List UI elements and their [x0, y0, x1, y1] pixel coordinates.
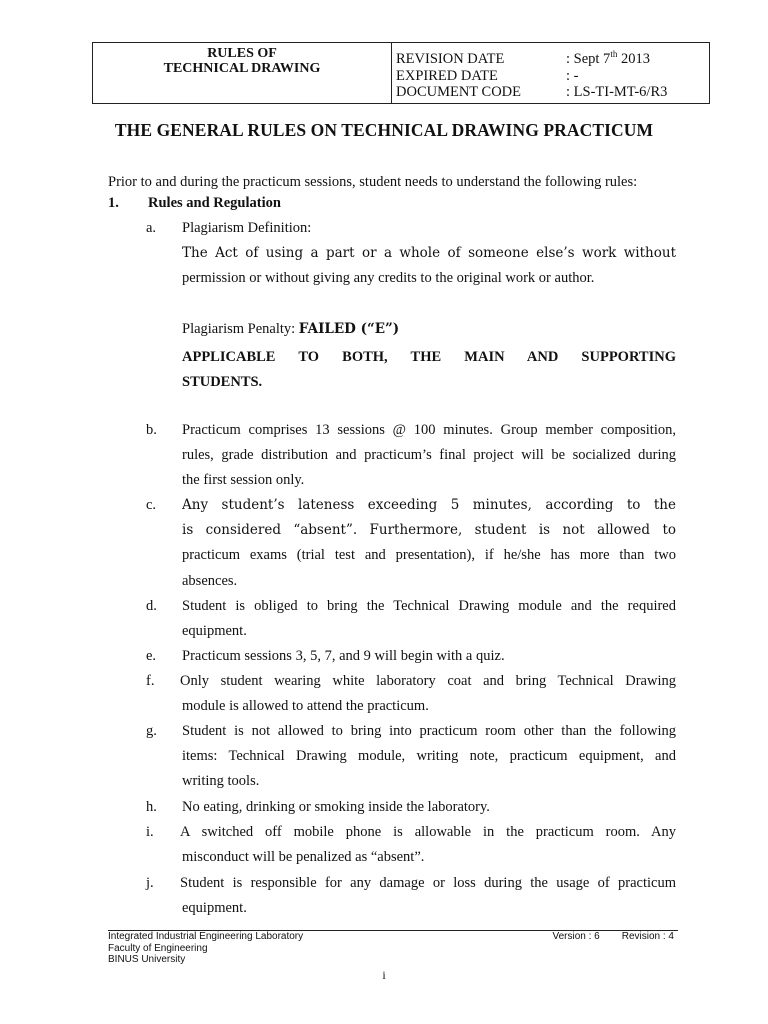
- rule-marker: c.: [146, 497, 157, 513]
- rule-marker: d.: [146, 598, 157, 614]
- document-code-value: : LS-TI-MT-6/R3: [566, 84, 668, 100]
- rule-marker: j.: [146, 875, 154, 891]
- expired-date-row: [396, 68, 709, 85]
- rule-text-line: the first session only.: [182, 472, 305, 489]
- footer-faculty: Faculty of Engineering: [108, 942, 208, 954]
- rule-text-line: equipment.: [182, 900, 247, 917]
- rule-marker: a.: [146, 220, 157, 236]
- rule-text-line: permission or without giving any credits to the original work or author.: [182, 270, 595, 287]
- document-header-table: [92, 42, 710, 104]
- document-code-label: DOCUMENT CODE: [396, 84, 521, 100]
- rule-text-line: Plagiarism Definition:: [182, 220, 312, 236]
- rule-text-line: Any student’s lateness exceeding 5 minutes, according to the: [182, 497, 676, 513]
- footer-revision: Revision : 4: [621, 931, 674, 942]
- rule-text-line: Student is obliged to bring the Technical Drawing module and the required: [182, 598, 676, 614]
- footer-lab-name: Integrated Industrial Engineering Laboratory: [108, 931, 304, 942]
- rule-text-line: rules, grade distribution and practicum’s final project will be socialized during: [182, 447, 676, 464]
- rule-text-line: writing tools.: [182, 773, 260, 790]
- rule-text-line: Student is not allowed to bring into practicum room other than the following: [182, 723, 676, 739]
- footer-version-info: [530, 931, 674, 943]
- header-title-line1: RULES OF: [207, 46, 277, 61]
- rule-marker: e.: [146, 648, 157, 664]
- rule-marker: f.: [146, 673, 155, 689]
- footer-university: BINUS University: [108, 954, 186, 965]
- plagiarism-penalty: Plagiarism Penalty: FAILED (“E”): [182, 320, 400, 337]
- header-meta-cell: [392, 43, 709, 103]
- revision-date-row: [396, 51, 709, 68]
- rule-text-line: equipment.: [182, 623, 247, 640]
- header-title-cell: [93, 43, 392, 103]
- expired-date-label: EXPIRED DATE: [396, 67, 498, 84]
- page-number: i: [382, 968, 386, 982]
- expired-date-value: : -: [566, 67, 579, 84]
- rule-marker: h.: [146, 799, 157, 815]
- rule-marker: b.: [146, 422, 157, 438]
- footer-version: Version : 6: [552, 931, 600, 942]
- page-title: THE GENERAL RULES ON TECHNICAL DRAWING PRACTICUM: [114, 120, 654, 140]
- rule-text-line: Practicum comprises 13 sessions @ 100 minutes. Group member composition,: [182, 422, 676, 438]
- rule-text-line: is considered “absent”. Furthermore, student is not allowed to: [182, 522, 676, 539]
- page-footer: [108, 931, 678, 966]
- rule-text-line: items: Technical Drawing module, writing note, practicum equipment, and: [182, 748, 676, 765]
- rule-text-line: The Act of using a part or a whole of someone else’s work without: [182, 245, 676, 262]
- rule-text-line: module is allowed to attend the practicum.: [182, 698, 429, 715]
- revision-date-label: REVISION DATE: [396, 51, 505, 67]
- rule-text-line: Student is responsible for any damage or loss during the usage of practicum: [180, 875, 676, 891]
- rule-marker: g.: [146, 723, 157, 739]
- penalty-value: FAILED (“E”): [298, 320, 400, 337]
- section-heading: [108, 195, 281, 212]
- revision-date-value: : Sept 7th 2013: [566, 49, 650, 67]
- section-label: Rules and Regulation: [148, 195, 281, 211]
- intro-paragraph: Prior to and during the practicum sessions, student needs to understand the following rules:: [108, 174, 638, 190]
- applicable-notice-line2: STUDENTS.: [182, 374, 263, 391]
- rule-text-line: practicum exams (trial test and presentation), if he/she has more than two: [182, 547, 676, 564]
- rule-text-line: Only student wearing white laboratory coat and bring Technical Drawing: [180, 673, 676, 689]
- rule-text-line: A switched off mobile phone is allowable in the practicum room. Any: [180, 824, 676, 840]
- section-number: 1.: [108, 195, 119, 211]
- rule-text-line: No eating, drinking or smoking inside the laboratory.: [182, 799, 490, 815]
- rule-text-line: Practicum sessions 3, 5, 7, and 9 will begin with a quiz.: [182, 648, 505, 664]
- header-title-line2: TECHNICAL DRAWING: [163, 61, 321, 76]
- applicable-notice-line1: APPLICABLE TO BOTH, THE MAIN AND SUPPORTING: [182, 348, 676, 365]
- rule-marker: i.: [146, 824, 154, 840]
- rule-text-line: misconduct will be penalized as “absent”.: [182, 849, 425, 866]
- document-code-row: [396, 84, 709, 101]
- rule-text-line: absences.: [182, 572, 238, 589]
